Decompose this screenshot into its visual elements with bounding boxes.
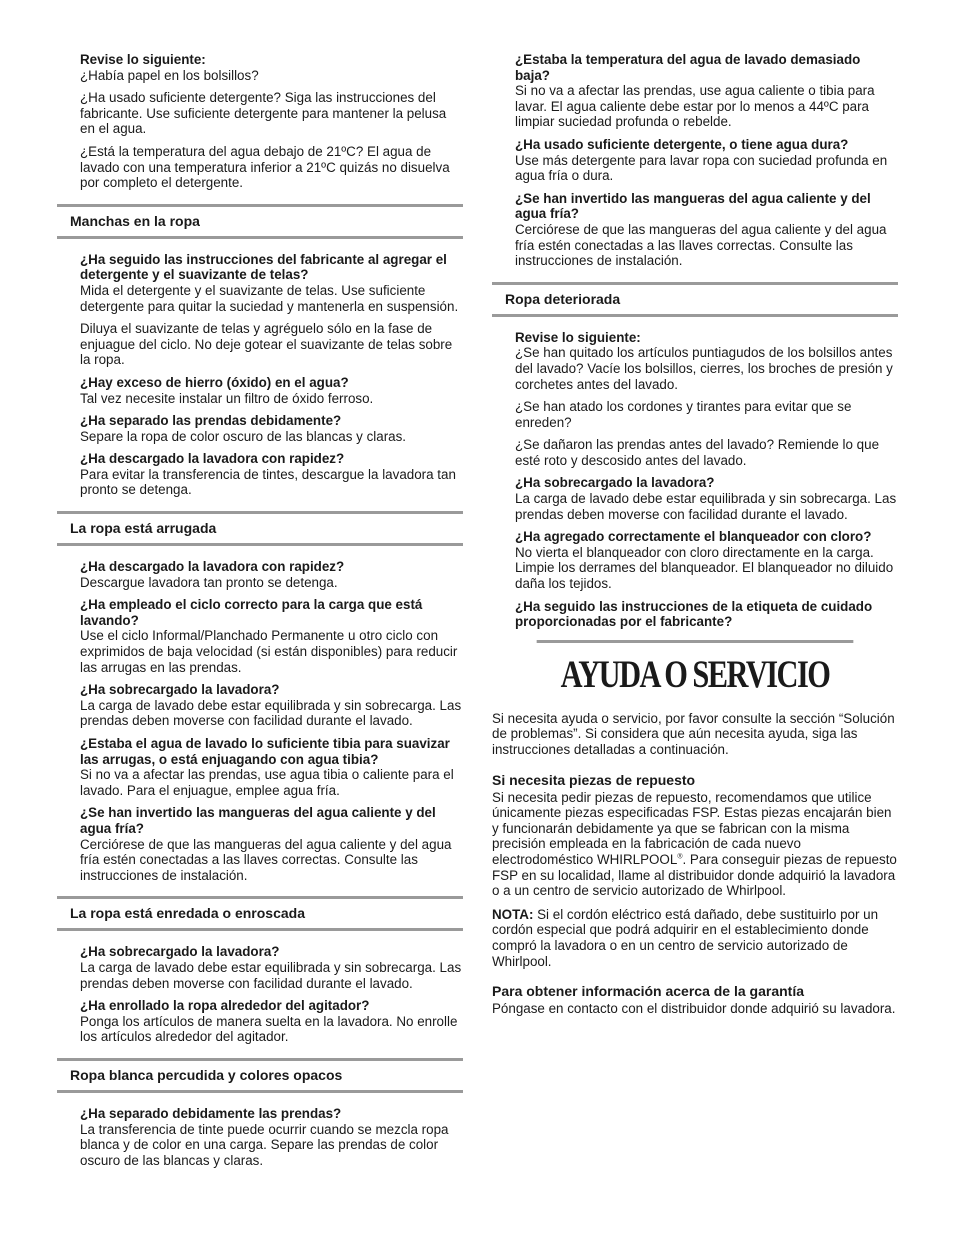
answer: ¿Se han atado los cordones y tirantes para evitar que se enreden?: [515, 399, 852, 430]
right-column: [492, 52, 898, 1025]
qa-item: [57, 52, 463, 83]
left-column: [57, 52, 463, 1175]
qa-item: [57, 451, 463, 498]
answer: ¿Se han quitado los artículos puntiagudos de los bolsillos antes del lavado? Vacíe los bolsillos, cierres, los broches de presión y corchetes antes del lavado.: [515, 345, 893, 392]
answer: Descargue lavadora tan pronto se detenga.: [80, 574, 338, 590]
qa-item: [492, 191, 898, 269]
qa-item: [57, 252, 463, 314]
parts-text-a: Si necesita pedir piezas de repuesto, recomendamos que utilice únicamente piezas especificadas FSP. Estas piezas encajarán bien y funcionarán debidamente ya que se fabrican con la misma precisión empleada en la fabricación de cada nuevo electrodoméstico WHIRLPOOL: [492, 789, 892, 867]
qa-item: [57, 375, 463, 406]
answer: No vierta el blanqueador con cloro directamente en la carga. Limpie los derrames del blanqueador. El blanqueador no diluido daña los tejidos.: [515, 544, 894, 592]
question: ¿Ha descargado la lavadora con rapidez?: [80, 559, 345, 575]
answer: La transferencia de tinte puede ocurrir cuando se mezcla ropa blanca y de color en una carga. Separe las prendas de color oscuro de las blancas y claras.: [80, 1121, 449, 1168]
answer: Use más detergente para lavar ropa con suciedad profunda en agua fría o dura.: [515, 152, 888, 184]
question: ¿Ha agregado correctamente el blanqueador con cloro?: [515, 529, 872, 545]
qa-item: [57, 1106, 463, 1168]
warranty-title: Para obtener información acerca de la garantía: [492, 983, 805, 1000]
qa-item: [492, 330, 898, 392]
note: [492, 907, 898, 969]
section-items: [57, 559, 463, 883]
qa-item: [57, 998, 463, 1045]
qa-item: [57, 559, 463, 590]
answer: Cerciórese de que las mangueras del agua caliente y del agua fría estén conectadas a las llaves correctas. Consulte las instrucciones de instalación.: [80, 836, 452, 883]
answer: Mida el detergente y el suavizante de telas. Use suficiente detergente para quitar la suciedad y mantenerla en suspensión.: [80, 282, 459, 314]
qa-item: [57, 321, 463, 368]
note-label: NOTA:: [492, 906, 534, 922]
question: ¿Ha usado suficiente detergente, o tiene agua dura?: [515, 136, 849, 152]
qa-item: [57, 736, 463, 798]
question: ¿Ha sobrecargado la lavadora?: [80, 944, 280, 960]
question: ¿Ha seguido las instrucciones de la etiqueta de cuidado proporcionadas por el fabricante?: [515, 598, 873, 630]
question: ¿Ha separado debidamente las prendas?: [80, 1105, 342, 1121]
answer: Para evitar la transferencia de tintes, descargue la lavadora tan pronto se detenga.: [80, 466, 456, 498]
answer: La carga de lavado debe estar equilibrada y sin sobrecarga. Las prendas deben moverse con facilidad durante el lavado.: [515, 491, 897, 522]
service-heading: AYUDA O SERVICIO: [537, 640, 854, 697]
qa-item: [492, 137, 898, 184]
question: ¿Ha enrollado la ropa alrededor del agitador?: [80, 998, 370, 1014]
qa-item: [57, 144, 463, 191]
section-items: [57, 1106, 463, 1168]
parts-text: [492, 790, 898, 899]
question: ¿Se han invertido las mangueras del agua caliente y del agua fría?: [80, 805, 436, 836]
qa-item: [492, 52, 898, 130]
question: Revise lo siguiente:: [515, 329, 641, 345]
service-intro: Si necesita ayuda o servicio, por favor consulte la sección “Solución de problemas”. Si considera que aún necesita ayuda, siga las instrucciones detalladas a continuación.: [492, 710, 895, 757]
qa-item: [492, 437, 898, 468]
question: ¿Ha sobrecargado la lavadora?: [80, 682, 280, 698]
qa-item: [57, 90, 463, 137]
right-intro: [492, 52, 898, 269]
question: ¿Ha sobrecargado la lavadora?: [515, 475, 715, 491]
section-items: [57, 944, 463, 1045]
right-section-items: [492, 330, 898, 630]
section-items: [57, 252, 463, 498]
qa-item: [492, 399, 898, 430]
question: ¿Se han invertido las mangueras del agua caliente y del agua fría?: [515, 190, 871, 222]
answer: Ponga los artículos de manera suelta en la lavadora. No enrolle los artículos alrededor del agitador.: [80, 1013, 458, 1045]
qa-item: [492, 599, 898, 630]
question: ¿Ha separado las prendas debidamente?: [80, 413, 342, 429]
answer: Tal vez necesite instalar un filtro de óxido ferroso.: [80, 390, 374, 406]
section-title: La ropa está enredada o enroscada: [57, 896, 463, 931]
question: Revise lo siguiente:: [80, 52, 206, 67]
answer: Diluya el suavizante de telas y agréguelo sólo en la fase de enjuague del ciclo. No deje gotear el suavizante de telas sobre la ropa.: [80, 321, 453, 368]
note-text: Si el cordón eléctrico está dañado, debe sustituirlo por un cordón especial que podrá adquirir en el establecimiento donde compró la lavadora o en un centro de servicio autorizado de Whirlpool.: [492, 906, 879, 969]
answer: Cerciórese de que las mangueras del agua caliente y del agua fría estén conectadas a las llaves correctas. Consulte las instrucciones de instalación.: [515, 221, 887, 269]
section-title: Ropa blanca percudida y colores opacos: [57, 1058, 463, 1093]
service-block: [492, 711, 898, 1017]
left-intro: [57, 52, 463, 191]
parts-text-b: . Para conseguir piezas de repuesto FSP en su localidad, llame al distribuidor donde adquirió la lavadora o a un centro de servicio autorizado de Whirlpool.: [492, 851, 897, 899]
question: ¿Ha descargado la lavadora con rapidez?: [80, 451, 345, 467]
question: ¿Estaba el agua de lavado lo suficiente tibia para suavizar las arrugas, o está enjuagando con agua tibia?: [80, 736, 450, 767]
answer: Si no va a afectar las prendas, use agua caliente o tibia para lavar. El agua caliente debe estar por lo menos a 44ºC para limpiar suciedad profunda o rebelde.: [515, 83, 875, 130]
answer: Separe la ropa de color oscuro de las blancas y claras.: [80, 428, 407, 444]
answer: Use el ciclo Informal/Planchado Permanente u otro ciclo con exprimidos de baja velocidad (si están disponibles) para reducir las arrugas en las prendas.: [80, 628, 458, 675]
question: ¿Ha empleado el ciclo correcto para la carga que está lavando?: [80, 597, 423, 628]
warranty-text: Póngase en contacto con el distribuidor donde adquirió su lavadora.: [492, 1001, 896, 1017]
answer: La carga de lavado debe estar equilibrada y sin sobrecarga. Las prendas deben moverse con facilidad durante el lavado.: [80, 959, 462, 991]
parts-title: Si necesita piezas de repuesto: [492, 771, 696, 788]
section-title: Manchas en la ropa: [57, 204, 463, 239]
answer: ¿Está la temperatura del agua debajo de 21ºC? El agua de lavado con una temperatura inferior a 21ºC quizás no disuelva por completo el detergente.: [80, 143, 450, 191]
registered-mark: ®: [677, 853, 683, 861]
section-title: Ropa deteriorada: [492, 282, 898, 317]
left-sections: [57, 204, 463, 1169]
qa-item: [492, 529, 898, 591]
question: ¿Estaba la temperatura del agua de lavado demasiado baja?: [515, 52, 861, 83]
answer: ¿Ha usado suficiente detergente? Siga las instrucciones del fabricante. Use suficiente detergente para mantener la pelusa en el agua.: [80, 90, 447, 137]
qa-item: [57, 944, 463, 991]
answer: ¿Había papel en los bolsillos?: [80, 67, 259, 83]
answer: La carga de lavado debe estar equilibrada y sin sobrecarga. Las prendas deben moverse con facilidad durante el lavado.: [80, 697, 462, 729]
qa-item: [57, 682, 463, 729]
qa-item: [57, 413, 463, 444]
answer: ¿Se dañaron las prendas antes del lavado? Remiende lo que esté roto y descosido antes del lavado.: [515, 437, 880, 468]
section-title: La ropa está arrugada: [57, 511, 463, 546]
qa-item: [492, 475, 898, 522]
qa-item: [57, 805, 463, 883]
answer: Si no va a afectar las prendas, use agua tibia o caliente para el lavado. Para el enjuague, emplee agua fría.: [80, 767, 454, 798]
qa-item: [57, 597, 463, 675]
question: ¿Ha seguido las instrucciones del fabricante al agregar el detergente y el suavizante de telas?: [80, 251, 447, 283]
question: ¿Hay exceso de hierro (óxido) en el agua?: [80, 374, 349, 390]
